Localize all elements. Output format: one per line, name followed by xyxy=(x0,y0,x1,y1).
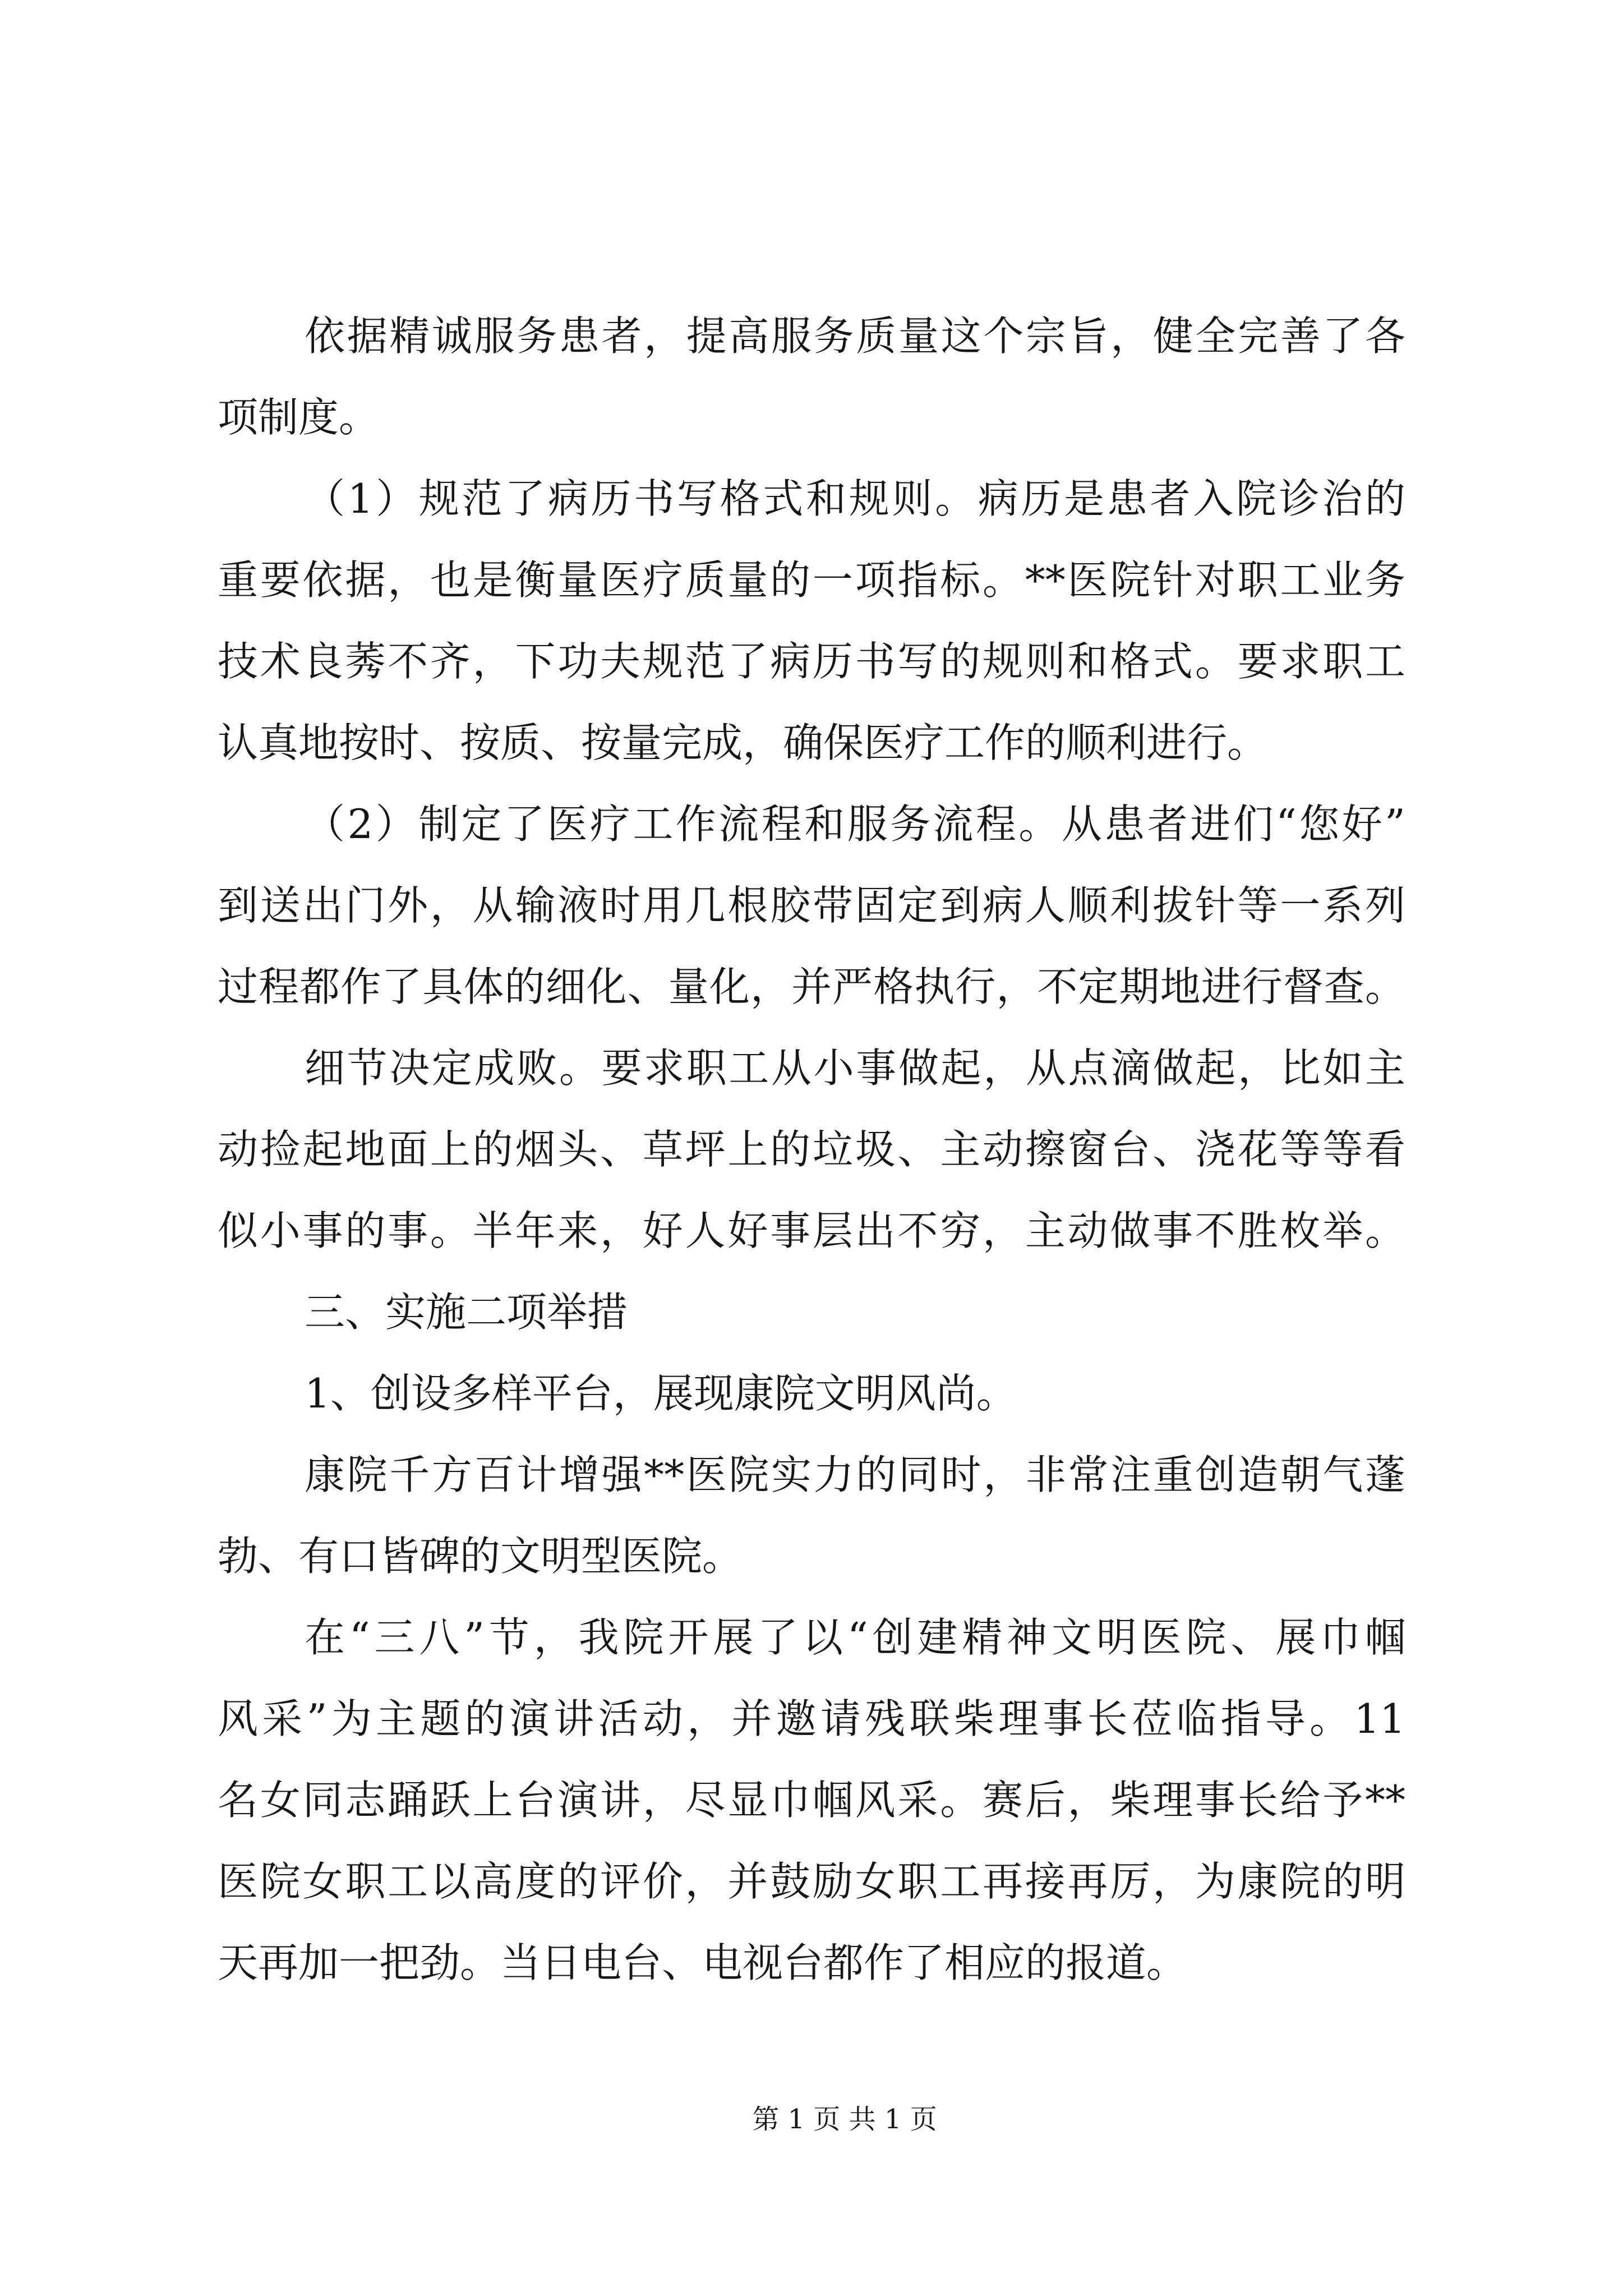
text-line: 医院女职工以高度的评价，并鼓励女职工再接再厉，为康院的明 xyxy=(218,1858,1405,1905)
heading-text: 三、实施二项举措 xyxy=(305,1289,628,1336)
text-line: 细节决定成败。要求职工从小事做起，从点滴做起，比如主 xyxy=(305,1045,1405,1092)
text-line: 天再加一把劲。当日电台、电视台都作了相应的报道。 xyxy=(218,1939,1187,1986)
text-line: 认真地按时、按质、按量完成，确保医疗工作的顺利进行。 xyxy=(218,719,1268,766)
text-line: 康院千方百计增强**医院实力的同时，非常注重创造朝气蓬 xyxy=(305,1451,1405,1498)
text-line: 在“三八”节，我院开展了以“创建精神文明医院、展巾帼 xyxy=(305,1614,1405,1661)
paragraph xyxy=(218,458,1405,784)
text-line: 勃、有口皆碑的文明型医院。 xyxy=(218,1533,743,1580)
paragraph xyxy=(218,296,1405,458)
document-body xyxy=(218,296,1405,2004)
text-line: 似小事的事。半年来，好人好事层出不穷，主动做事不胜枚举。 xyxy=(218,1207,1405,1254)
text-line: （2）制定了医疗工作流程和服务流程。从患者进们“您好” xyxy=(305,800,1405,848)
text-line: 项制度。 xyxy=(218,394,380,441)
text-line: 到送出门外，从输液时用几根胶带固定到病人顺利拔针等一系列 xyxy=(218,882,1405,929)
paragraph xyxy=(218,1597,1405,2004)
subsection-heading xyxy=(218,1353,1405,1434)
paragraph xyxy=(218,784,1405,1028)
text-line: （1）规范了病历书写格式和规则。病历是患者入院诊治的 xyxy=(305,475,1405,522)
text-line: 风采”为主题的演讲活动，并邀请残联柴理事长莅临指导。11 xyxy=(218,1695,1405,1742)
paragraph xyxy=(218,1028,1405,1272)
text-line: 过程都作了具体的细化、量化，并严格执行，不定期地进行督查。 xyxy=(218,963,1405,1010)
text-line: 依据精诚服务患者，提高服务质量这个宗旨，健全完善了各 xyxy=(305,312,1405,360)
text-line: 动捡起地面上的烟头、草坪上的垃圾、主动擦窗台、浇花等等看 xyxy=(218,1126,1405,1173)
paragraph xyxy=(218,1434,1405,1597)
page-footer: 第 1 页 共 1 页 xyxy=(752,2104,937,2135)
text-line: 名女同志踊跃上台演讲，尽显巾帼风采。赛后，柴理事长给予** xyxy=(218,1777,1405,1824)
section-heading xyxy=(218,1272,1405,1353)
text-line: 重要依据，也是衡量医疗质量的一项指标。**医院针对职工业务 xyxy=(218,556,1405,604)
heading-text: 1、创设多样平台，展现康院文明风尚。 xyxy=(305,1370,1017,1417)
text-line: 技术良莠不齐，下功夫规范了病历书写的规则和格式。要求职工 xyxy=(218,638,1405,685)
